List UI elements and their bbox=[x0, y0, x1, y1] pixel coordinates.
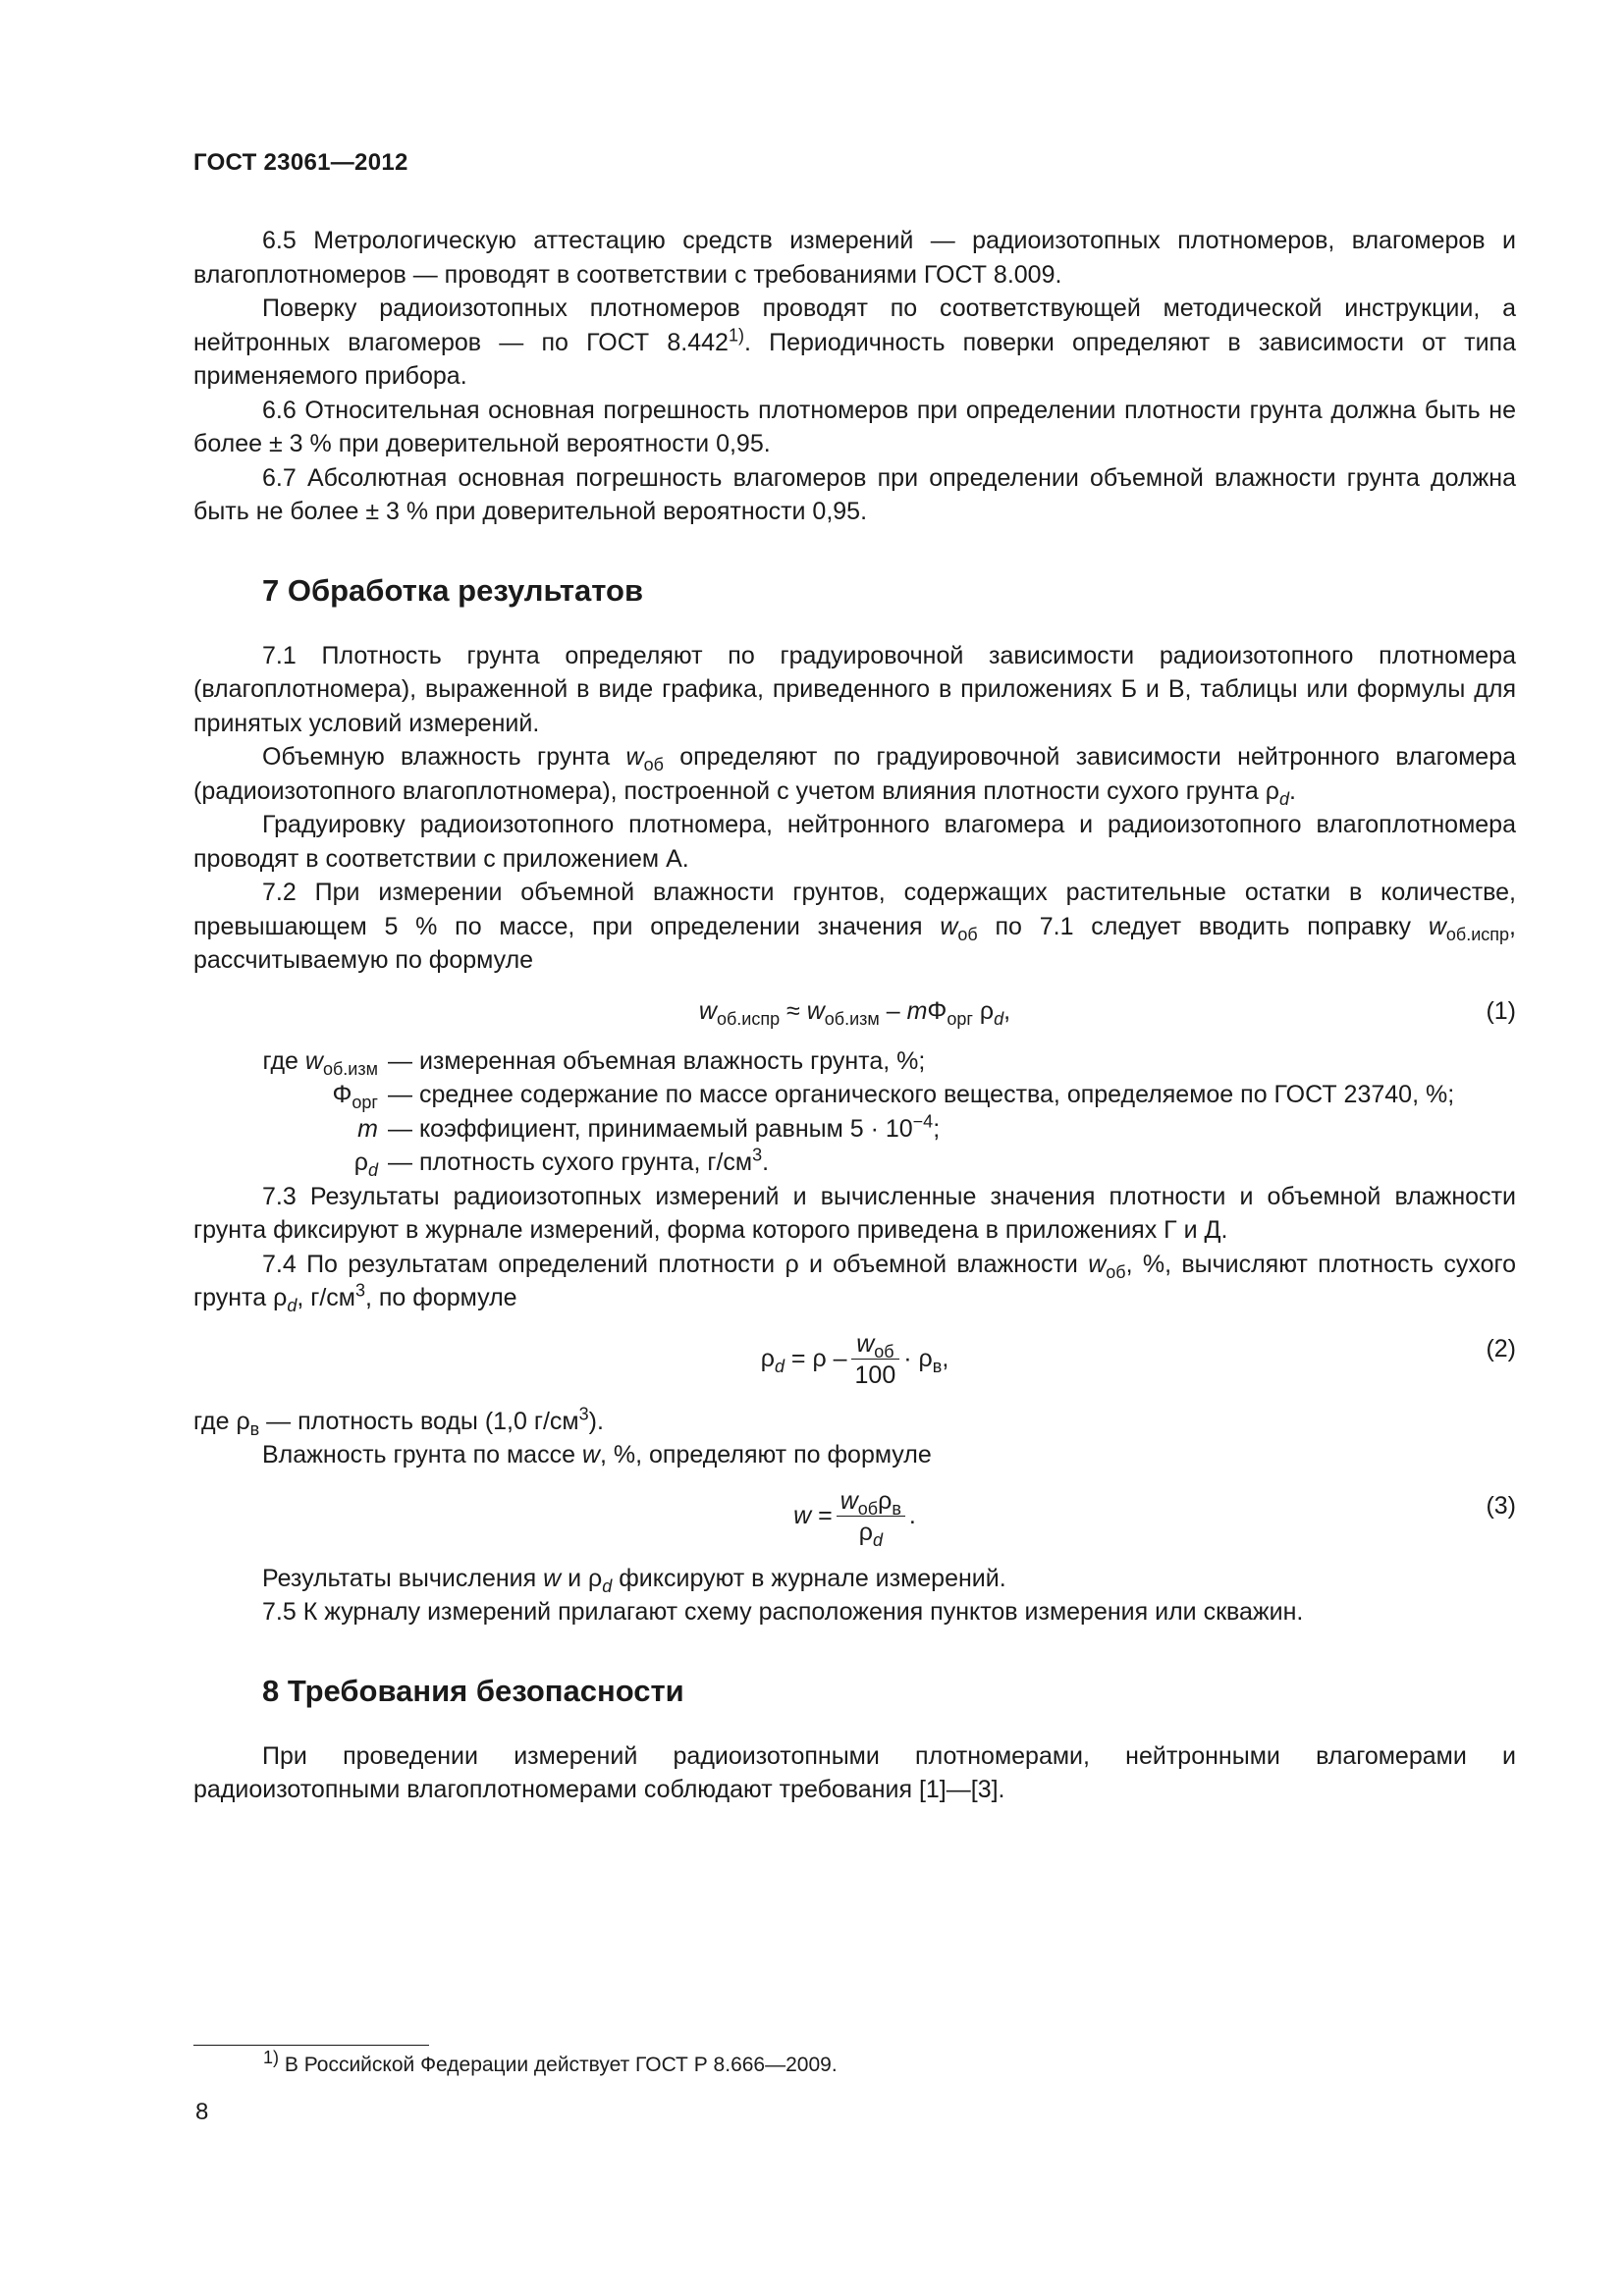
section-7-heading: 7 Обработка результатов bbox=[262, 572, 644, 608]
paragraph-mass-moisture: Влажность грунта по массе w, %, определяют по формуле bbox=[262, 1441, 932, 1468]
formula-1: $w_{об.испр} \approx w_{об.изм} - m\Phi_{орг}$ $\rho_d$, (1) bbox=[193, 991, 1516, 1031]
section-8-heading: 8 Требования безопасности bbox=[262, 1673, 684, 1708]
formula-2: $\rho_d = \rho$ – $\frac{w_{об}}{100}$ · $\rho_в$, (2) bbox=[760, 1329, 1516, 1389]
paragraph-7-3: 7.3 Результаты радиоизотопных измерений и вычисленные значения плотности и объемной влажности грунта фиксируют в журнале измерений, форма которого приведена в приложениях Г и Д. bbox=[193, 1182, 1516, 1244]
paragraph-6-5: 6.5 Метрологическую аттестацию средств измерений — радиоизотопных плотномеров, влагомеров и влагоплотномеров — проводят в соответствии с требованиями ГОСТ 8.009. bbox=[193, 227, 1516, 289]
footnote-ref: 1) bbox=[728, 325, 744, 346]
where-item: — коэффициент, принимаемый равным $5 \cdot 10^{-4}$; bbox=[388, 1111, 941, 1143]
footnote: $^{1)}$ В Российской Федерации действует ГОСТ Р 8.666—2009. bbox=[263, 2048, 838, 2076]
formula-1-number: (1) bbox=[1486, 996, 1516, 1025]
document-body bbox=[193, 224, 1516, 1807]
paragraph-volumetric-moisture: Объемную влажность грунта $w_{об}$ определяют по градуировочной зависимости нейтронного влагомера (радиоизотопного влагоплотномера), построенной с учетом влияния плотности сухого грунта $\rho_d$. bbox=[193, 743, 1516, 809]
page-number: 8 bbox=[195, 2099, 209, 2125]
document-header: ГОСТ 23061—2012 bbox=[193, 149, 408, 176]
paragraph-6-6: 6.6 Относительная основная погрешность плотномеров при определении плотности грунта должна быть не более ± 3 % при доверительной вероятности 0,95. bbox=[193, 396, 1516, 457]
where-item: — измеренная объемная влажность грунта, %; bbox=[388, 1046, 926, 1075]
where-item: — среднее содержание по массе органического вещества, определяемое по ГОСТ 23740, %; bbox=[388, 1081, 1455, 1108]
paragraph-7-1: 7.1 Плотность грунта определяют по градуировочной зависимости радиоизотопного плотномера (влагоплотномера), выраженной в виде графика, приведенного в приложениях Б и В, таблицы или формулы для принятых условий измерений. bbox=[193, 641, 1516, 737]
paragraph-7-2: 7.2 При измерении объемной влажности грунтов, содержащих растительные остатки в количестве, превышающем 5 % по массе, при определении значения $w_{об}$ по 7.1 следует вводить поправку $w_{об.испр}$, рассчитываемую по формуле bbox=[193, 879, 1516, 974]
paragraph-7-4: 7.4 По результатам определений плотности ρ и объемной влажности $w_{об}$, %, вычисляют плотность сухого грунта $\rho_d$, $г/см^3$, по формуле bbox=[193, 1250, 1516, 1315]
paragraph-results: Результаты вычисления w и $\rho_d$ фиксируют в журнале измерений. bbox=[262, 1564, 1006, 1596]
where-item: — плотность сухого грунта, $г/см^3$. bbox=[388, 1145, 770, 1176]
paragraph-water-density: где $\rho_в$ — плотность воды (1,0 $г/см^3$). bbox=[193, 1404, 604, 1439]
paragraph-safety: При проведении измерений радиоизотопными плотномерами, нейтронными влагомерами и радиоизотопными влагоплотномерами соблюдают требования [1]—[3]. bbox=[193, 1741, 1516, 1803]
paragraph-calibration: Градуировку радиоизотопного плотномера, нейтронного влагомера и радиоизотопного влагоплотномера проводят в соответствии с приложением А. bbox=[193, 811, 1516, 873]
paragraph-7-5: 7.5 К журналу измерений прилагают схему расположения пунктов измерения или скважин. bbox=[262, 1598, 1304, 1626]
formula-3-number: (3) bbox=[1486, 1491, 1516, 1520]
paragraph-verification: Поверку радиоизотопных плотномеров проводят по соответствующей методической инструкции, а нейтронных влагомеров — по ГОСТ 8.442$^{1)}$. Периодичность поверки определяют в зависимости от типа применяемого прибора. bbox=[193, 294, 1516, 390]
formula-2-number: (2) bbox=[1486, 1334, 1516, 1362]
footnote-divider bbox=[193, 2045, 429, 2046]
formula-3: w = $\frac{w_{об}\rho_в}{\rho_d}$ . (3) bbox=[793, 1486, 1516, 1550]
where-list: где $w_{об.изм}$ — измеренная объемная влажность грунта, %; $\Phi_{орг}$ — среднее содержание по массе органического вещества, определяемое по ГОСТ 23740, %; m — коэффициент, принимаемый равным $5 \cdot 10^{-4}$; $\rho_d$ — плотность сухого грунта, $г/см^3$. bbox=[193, 1044, 1516, 1180]
paragraph-6-7: 6.7 Абсолютная основная погрешность влагомеров при определении объемной влажности грунта должна быть не более ± 3 % при доверительной вероятности 0,95. bbox=[193, 463, 1516, 525]
